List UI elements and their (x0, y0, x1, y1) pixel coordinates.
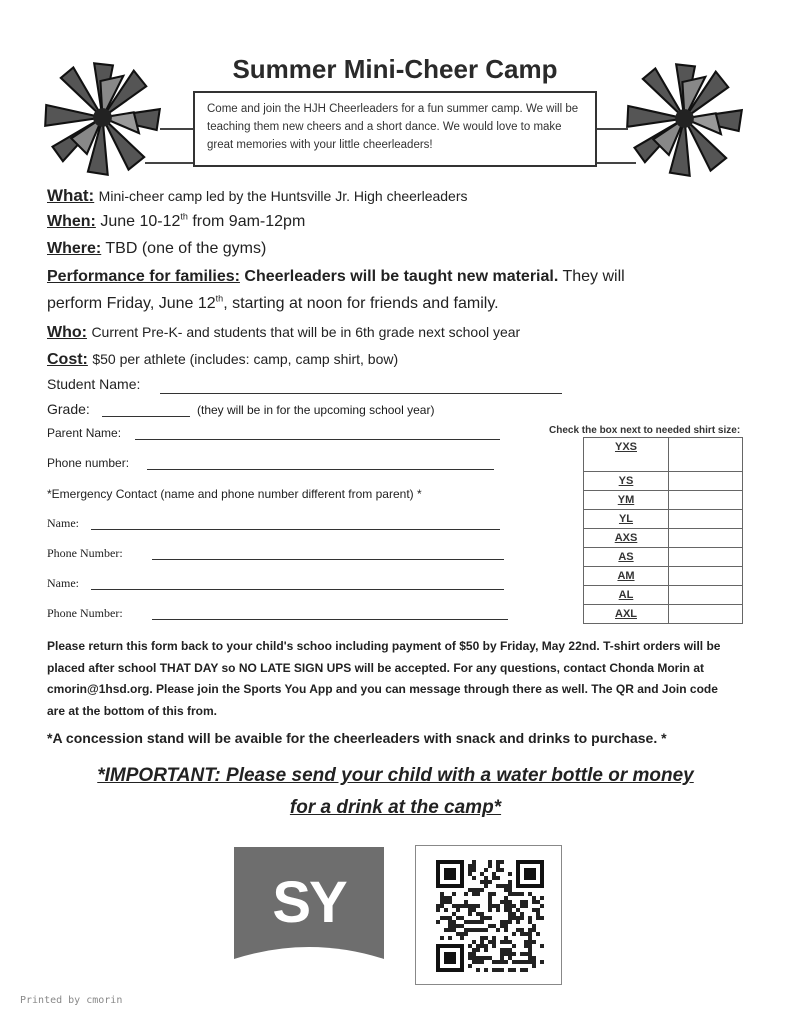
important-line-2: for a drink at the camp* (289, 797, 502, 818)
shirt-row (584, 529, 743, 548)
shirt-size-label: YL (584, 510, 669, 529)
printed-by: Printed by cmorin (20, 995, 123, 1006)
shirt-checkbox[interactable] (669, 567, 743, 586)
performance-label: Performance for families: (47, 268, 240, 285)
emergency-phone-2-label: Phone Number: (47, 606, 123, 620)
shirt-checkbox[interactable] (669, 438, 743, 472)
shirt-row (584, 491, 743, 510)
cost-row (47, 351, 398, 369)
what-label: What: (47, 186, 95, 205)
sportsyou-logo (234, 847, 384, 987)
what-text: Mini-cheer camp led by the Huntsville Jr. High cheerleaders (98, 188, 468, 204)
shirt-size-table (583, 437, 743, 624)
emergency-contact-label: *Emergency Contact (name and phone number different from parent) * (47, 487, 422, 501)
cost-text: $50 per athlete (includes: camp, camp shirt, bow) (92, 351, 399, 367)
shirt-size-label: AL (584, 586, 669, 605)
concession-note: *A concession stand will be avaible for the cheerleaders with snack and drinks to purchase. * (47, 730, 667, 746)
cost-label: Cost: (47, 351, 88, 368)
shirt-row (584, 586, 743, 605)
shirt-size-label: YM (584, 491, 669, 510)
shirt-row (584, 567, 743, 586)
shirt-size-label: AXS (584, 529, 669, 548)
who-label: Who: (47, 324, 87, 341)
student-name-field[interactable] (160, 393, 562, 394)
performance-date: perform Friday, June 12 (47, 295, 216, 312)
grade-field[interactable] (102, 416, 190, 417)
performance-row (47, 268, 625, 286)
where-text: TBD (one of the gyms) (105, 240, 267, 257)
shirt-checkbox[interactable] (669, 529, 743, 548)
who-text: Current Pre-K- and students that will be in 6th grade next school year (91, 324, 521, 340)
who-row (47, 324, 520, 342)
shirt-checkbox[interactable] (669, 472, 743, 491)
shirt-size-label: AS (584, 548, 669, 567)
when-row (47, 213, 305, 231)
connector-line-right (596, 128, 628, 130)
shirt-checkbox[interactable] (669, 586, 743, 605)
emergency-phone-2-field[interactable] (152, 619, 508, 620)
page-title: Summer Mini-Cheer Camp (232, 54, 558, 84)
performance-sup: th (215, 293, 224, 304)
sportsyou-logo-text: SY (272, 870, 346, 935)
phone-number-label: Phone number: (47, 456, 130, 470)
emergency-phone-1-field[interactable] (152, 559, 504, 560)
parent-name-field[interactable] (135, 439, 500, 440)
connector-line-right-lower (596, 162, 636, 164)
student-name-label: Student Name: (47, 376, 141, 392)
qr-code-frame (415, 845, 562, 985)
parent-name-label: Parent Name: (47, 426, 122, 440)
performance-line2 (47, 295, 499, 313)
emergency-name-1-field[interactable] (91, 529, 500, 530)
shirt-row (584, 438, 743, 472)
phone-number-field[interactable] (147, 469, 494, 470)
grade-label: Grade: (47, 401, 90, 417)
shirt-checkbox[interactable] (669, 548, 743, 567)
shirt-row (584, 548, 743, 567)
qr-code-icon[interactable] (436, 860, 544, 972)
connector-line-left-lower (145, 162, 194, 164)
connector-line-left (160, 128, 194, 130)
when-time: from 9am-12pm (192, 213, 306, 230)
shirt-size-label: YXS (584, 438, 669, 472)
intro-box: Come and join the HJH Cheerleaders for a fun summer camp. We will be teaching them new cheers and a short dance. We would love to make great memories with your little cheerleaders! (193, 91, 597, 167)
sportsyou-swoosh-icon (234, 847, 384, 987)
shirt-row (584, 510, 743, 529)
shirt-size-label: YS (584, 472, 669, 491)
what-row (47, 186, 468, 206)
performance-bold: Cheerleaders will be taught new material. (244, 268, 559, 285)
shirt-row (584, 605, 743, 624)
shirt-checkbox[interactable] (669, 510, 743, 529)
shirt-size-title: Check the box next to needed shirt size: (549, 425, 741, 436)
return-instructions: Please return this form back to your child's schoo including payment of $50 by Friday, May 22nd. T-shirt orders will be placed after school THAT DAY so NO LATE SIGN UPS will be accepted. For any questions, contact Chonda Morin at cmorin@1hsd.org. Please join the Sports You App and you can message through there as well. The QR and Join code are at the bottom of this from. (47, 639, 721, 718)
shirt-size-label: AXL (584, 605, 669, 624)
where-row (47, 240, 266, 258)
where-label: Where: (47, 240, 102, 257)
emergency-name-2-label: Name: (47, 576, 79, 590)
important-line-1: *IMPORTANT: Please send your child with a water bottle or money (97, 765, 694, 786)
shirt-row (584, 472, 743, 491)
when-date: June 10-12 (100, 213, 181, 230)
shirt-size-label: AM (584, 567, 669, 586)
grade-note: (they will be in for the upcoming school year) (197, 403, 435, 417)
when-label: When: (47, 213, 96, 230)
emergency-name-1-label: Name: (47, 516, 79, 530)
emergency-name-2-field[interactable] (91, 589, 504, 590)
when-sup: th (180, 211, 188, 222)
emergency-phone-1-label: Phone Number: (47, 546, 123, 560)
shirt-checkbox[interactable] (669, 605, 743, 624)
performance-time: , starting at noon for friends and family. (223, 295, 499, 312)
pompom-right-icon (622, 56, 747, 181)
performance-rest: They will (562, 268, 625, 285)
shirt-checkbox[interactable] (669, 491, 743, 510)
